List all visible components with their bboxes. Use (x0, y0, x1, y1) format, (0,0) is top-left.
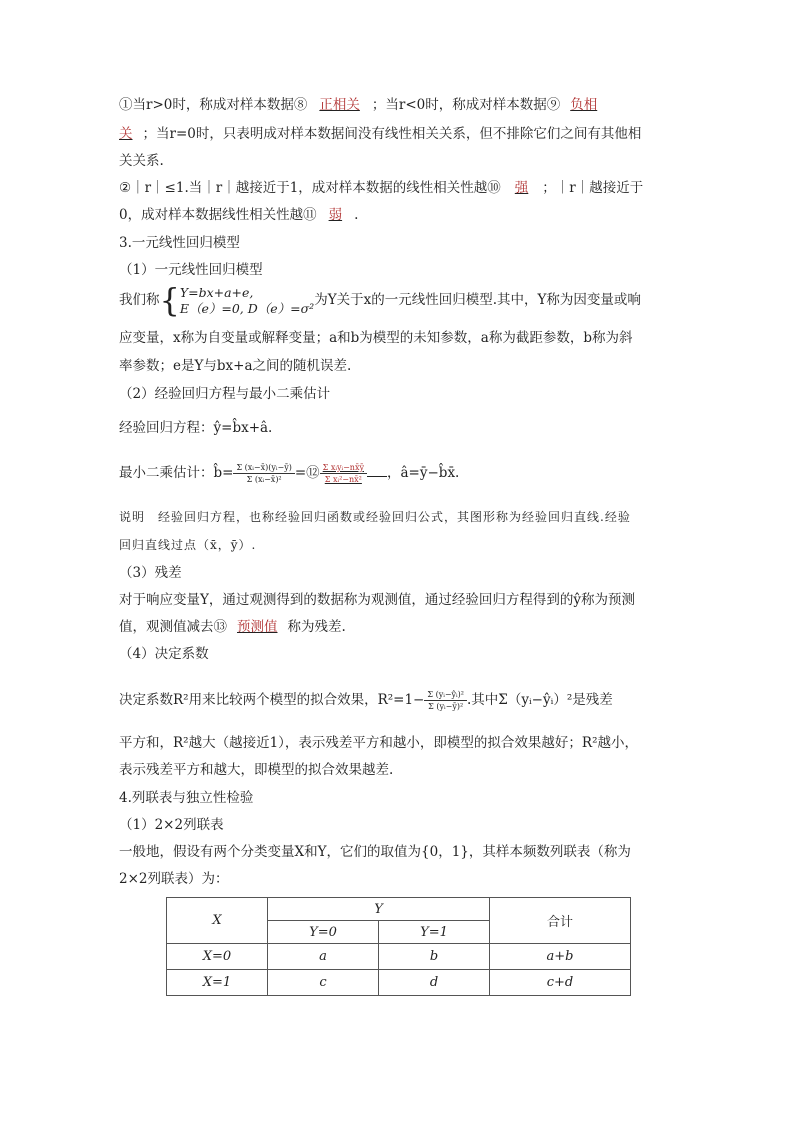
answer-9b: 关 (119, 126, 133, 142)
r-squared-definition: 决定系数R²用来比较两个模型的拟合效果，R²=1− $\frac{\text{Σ (yᵢ−ŷᵢ)²}}{\text{Σ (yᵢ−ȳ)²}}$ .其中Σ（yᵢ−ŷᵢ）²是残差 (119, 690, 613, 711)
least-squares-estimate: 最小二乘估计：b̂= $\frac{\text{Σ (xᵢ−x̄)(yᵢ−ȳ)}}{\text{Σ (xᵢ−x̄)²}}$ =⑫ $\frac{\text{Σ xᵢyᵢ−nx̄ȳ}}{\text{Σ xᵢ²−nx̄²}}$ ，â=ȳ−b̂x̄. (119, 463, 460, 484)
answer-9a: 负相 (570, 97, 598, 113)
r-squared-line2: 平方和，R²越大（越接近1），表示残差平方和越小，即模型的拟合效果越好；R²越小， (119, 735, 638, 751)
fraction-b2: $\frac{\text{Σ xᵢyᵢ−nx̄ȳ}}{\text{Σ xᵢ²−nx̄²}}$ (320, 462, 367, 485)
header-y1: Y=1 (379, 921, 490, 944)
section-4-heading: 4.列联表与独立性检验 (119, 790, 254, 806)
section-3-heading: 3.一元线性回归模型 (119, 235, 240, 251)
subsection-1-heading: （1）一元线性回归模型 (119, 262, 263, 278)
header-y0: Y=0 (268, 921, 379, 944)
contingency-table (166, 897, 631, 996)
fraction-r2: $\frac{\text{Σ (yᵢ−ŷᵢ)²}}{\text{Σ (yᵢ−ȳ)²}}$ (424, 689, 467, 712)
answer-8: 正相关 (319, 97, 360, 113)
model-definition: 我们称{ Y=bx+a+e, E（e）=0, D（e）=σ² 为Y关于x的一元线性回归模型.其中，Y称为因变量或响 (119, 281, 641, 320)
answer-11: 弱 (328, 207, 343, 223)
note-line1: 说明 经验回归方程，也称经验回归函数或经验回归公式，其图形称为经验回归直线.经验 (119, 510, 631, 524)
para1-line1: ①当r>0时，称成对样本数据⑧ 正相关 ；当r<0时，称成对样本数据⑨ 负相 (119, 97, 598, 113)
para1-line3: 关关系. (119, 153, 164, 169)
cell: a (268, 944, 379, 970)
row-sum: c+d (490, 970, 631, 996)
cell: d (379, 970, 490, 996)
subsection-3-heading: （3）残差 (119, 565, 182, 581)
table-row (167, 970, 631, 996)
model-line3: 率参数；e是Y与bx+a之间的随机误差. (119, 358, 352, 374)
residual-line2: 值，观测值减去⑬ 预测值 称为残差. (119, 619, 346, 635)
cell: c (268, 970, 379, 996)
answer-13: 预测值 (237, 619, 278, 635)
header-x: X (167, 898, 268, 944)
answer-12-blank (367, 464, 387, 477)
header-total: 合计 (490, 898, 631, 944)
r-squared-line3: 表示残差平方和越大，即模型的拟合效果越差. (119, 762, 394, 778)
table-header-row-1 (167, 898, 631, 921)
model-line2: 应变量，x称为自变量或解释变量；a和b为模型的未知参数，a称为截距参数，b称为斜 (119, 330, 633, 346)
model-system: Y=bx+a+e, E（e）=0, D（e）=σ² (179, 284, 315, 316)
para1-line2: 关 ；当r=0时，只表明成对样本数据间没有线性相关关系，但不排除它们之间有其他相 (119, 126, 642, 142)
header-y: Y (268, 898, 490, 921)
subsection-4-heading: （4）决定系数 (119, 646, 209, 662)
table-intro-line1: 一般地，假设有两个分类变量X和Y，它们的取值为{0，1}，其样本频数列联表（称为 (119, 844, 631, 860)
para2-line2: 0，成对样本数据线性相关性越⑪ 弱 . (119, 207, 359, 223)
table-intro-line2: 2×2列联表）为： (119, 871, 229, 887)
para2-line1: ②｜r｜≤1.当｜r｜越接近于1，成对样本数据的线性相关性越⑩ 强 ；｜r｜越接近于 (119, 180, 644, 196)
residual-line1: 对于响应变量Y，通过观测得到的数据称为观测值，通过经验回归方程得到的ŷ称为预测 (119, 592, 636, 608)
regression-equation: 经验回归方程：ŷ=b̂x+â. (119, 420, 273, 436)
answer-10: 强 (514, 180, 529, 196)
note-line2: 回归直线过点（x̄，ȳ）. (119, 538, 257, 552)
table-row (167, 944, 631, 970)
subsection-2-heading: （2）经验回归方程与最小二乘估计 (119, 386, 331, 402)
row-label: X=0 (167, 944, 268, 970)
subsection-5-heading: （1）2×2列联表 (119, 817, 224, 833)
left-brace: { (159, 281, 180, 320)
cell: b (379, 944, 490, 970)
row-label: X=1 (167, 970, 268, 996)
fraction-b1: $\frac{\text{Σ (xᵢ−x̄)(yᵢ−ȳ)}}{\text{Σ (xᵢ−x̄)²}}$ (233, 462, 294, 485)
row-sum: a+b (490, 944, 631, 970)
